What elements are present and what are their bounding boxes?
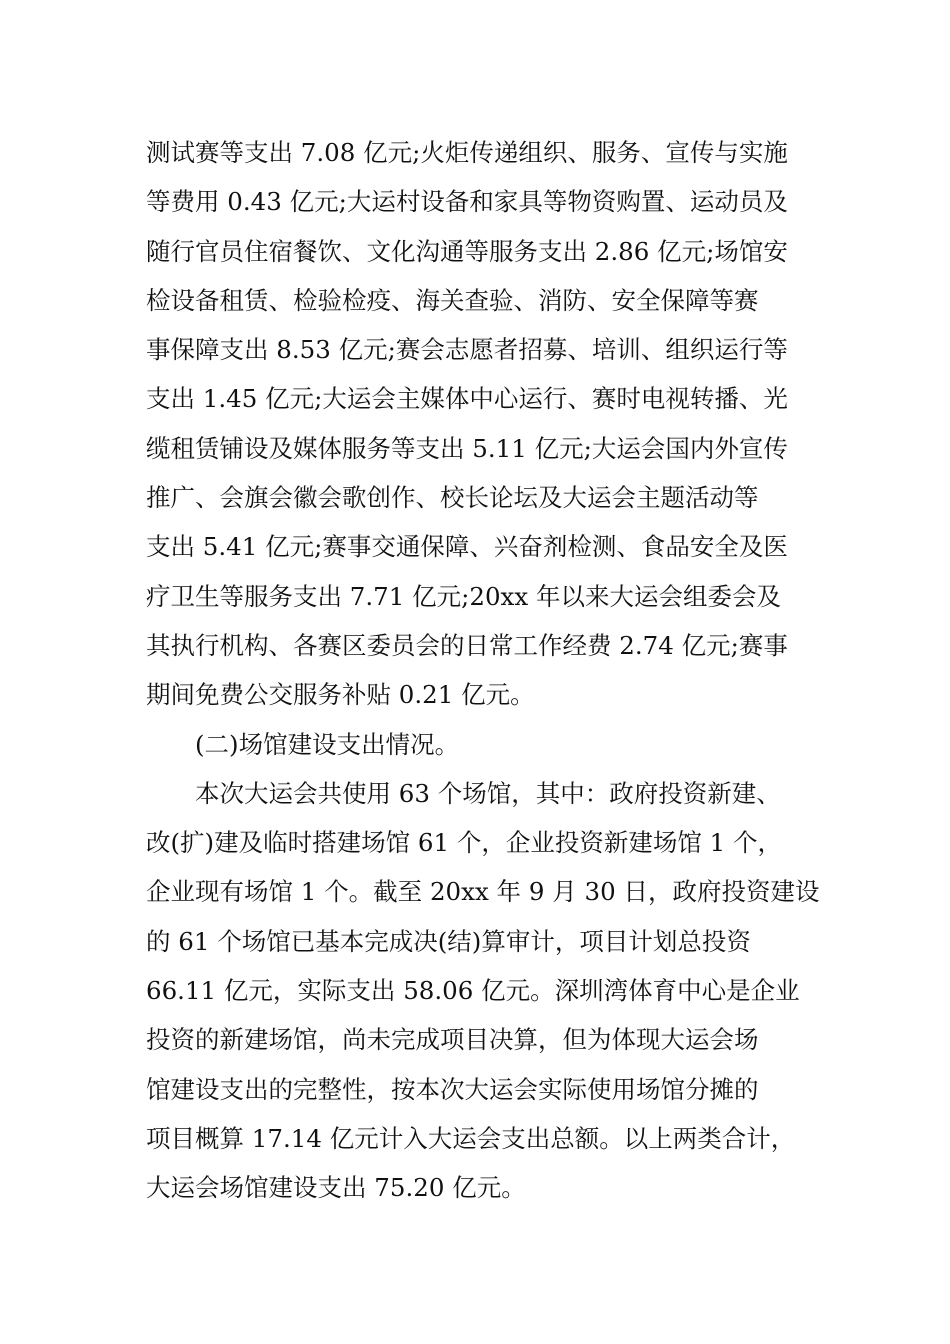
text-line: 缆租赁铺设及媒体服务等支出 5.11 亿元;大运会国内外宣传: [146, 433, 788, 463]
section-heading: (二)场馆建设支出情况。: [195, 729, 460, 759]
text-line: 66.11 亿元，实际支出 58.06 亿元。深圳湾体育中心是企业: [146, 976, 800, 1006]
text-line: 项目概算 17.14 亿元计入大运会支出总额。以上两类合计，: [146, 1123, 796, 1153]
text-line: 期间免费公交服务补贴 0.21 亿元。: [146, 680, 535, 710]
document-body: [146, 128, 820, 1213]
text-line: 投资的新建场馆，尚未完成项目决算，但为体现大运会场: [146, 1025, 759, 1055]
text-line: 随行官员住宿餐饮、文化沟通等服务支出 2.86 亿元;场馆安: [146, 236, 788, 266]
text-line: 推广、会旗会徽会歌创作、校长论坛及大运会主题活动等: [146, 483, 759, 513]
text-line: 测试赛等支出 7.08 亿元;火炬传递组织、服务、宣传与实施: [146, 138, 788, 167]
text-line: 等费用 0.43 亿元;大运村设备和家具等物资购置、运动员及: [146, 187, 788, 217]
text-line: 的 61 个场馆已基本完成决(结)算审计，项目计划总投资: [146, 926, 751, 956]
text-line: 检设备租赁、检验检疫、海关查验、消防、安全保障等赛: [146, 285, 759, 315]
text-line: 疗卫生等服务支出 7.71 亿元;20xx 年以来大运会组委会及: [146, 581, 781, 611]
text-line: 企业现有场馆 1 个。截至 20xx 年 9 月 30 日，政府投资建设: [146, 877, 820, 907]
text-line: 事保障支出 8.53 亿元;赛会志愿者招募、培训、组织运行等: [146, 335, 788, 365]
text-line: 其执行机构、各赛区委员会的日常工作经费 2.74 亿元;赛事: [146, 630, 788, 660]
text-line: 改(扩)建及临时搭建场馆 61 个，企业投资新建场馆 1 个，: [146, 828, 783, 858]
text-line: 支出 5.41 亿元;赛事交通保障、兴奋剂检测、食品安全及医: [146, 532, 788, 562]
text-line: 支出 1.45 亿元;大运会主媒体中心运行、赛时电视转播、光: [146, 384, 788, 414]
text-line: 大运会场馆建设支出 75.20 亿元。: [146, 1173, 526, 1203]
text-line: 馆建设支出的完整性，按本次大运会实际使用场馆分摊的: [146, 1074, 759, 1104]
text-line: 本次大运会共使用 63 个场馆，其中：政府投资新建、: [195, 778, 781, 808]
